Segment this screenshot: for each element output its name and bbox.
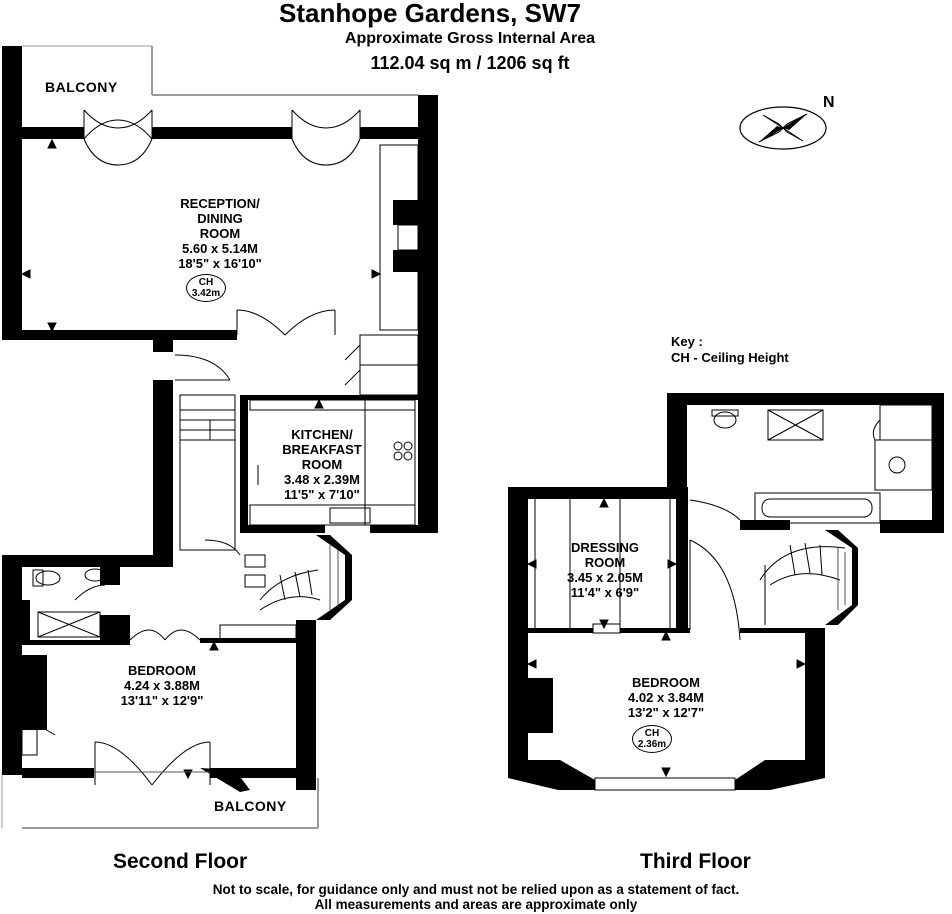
third-bedroom-ceiling-height xyxy=(632,725,672,753)
dressing-name-line2: ROOM xyxy=(584,555,626,570)
dressing-imperial: 11'4" x 6'9" xyxy=(570,585,640,600)
plan-area: 112.04 sq m / 1206 sq ft xyxy=(370,53,570,73)
reception-ch-label: CH xyxy=(198,277,214,288)
kitchen-imperial: 11'5" x 7'10" xyxy=(284,487,360,502)
second-bedroom-metric: 4.24 x 3.88M xyxy=(124,678,200,693)
dressing-metric: 3.45 x 2.05M xyxy=(567,570,643,585)
second-bedroom-name: BEDROOM xyxy=(128,663,196,678)
kitchen-name-line3: ROOM xyxy=(301,457,343,472)
reception-name-line3: ROOM xyxy=(199,226,241,241)
balcony-label-bottom: BALCONY xyxy=(214,798,287,814)
balcony-label-top: BALCONY xyxy=(45,79,118,95)
reception-ceiling-height xyxy=(186,274,226,302)
third-bedroom-metric: 4.02 x 3.84M xyxy=(628,690,704,705)
key-entry: CH - Ceiling Height xyxy=(671,350,789,365)
reception-name-line2: DINING xyxy=(197,211,243,226)
reception-room-label xyxy=(140,196,300,271)
reception-name-line1: RECEPTION/ xyxy=(180,196,260,211)
kitchen-name-line2: BREAKFAST xyxy=(282,442,362,457)
compass-north-label: N xyxy=(823,94,835,111)
third-bedroom-name: BEDROOM xyxy=(632,675,700,690)
kitchen-name-line1: KITCHEN/ xyxy=(291,427,353,442)
second-floor-label: Second Floor xyxy=(113,850,248,873)
kitchen-metric: 3.48 x 2.39M xyxy=(284,472,360,487)
disclaimer-line2: All measurements and areas are approximate only xyxy=(314,897,638,912)
third-bedroom-ch-label: CH xyxy=(644,728,660,739)
second-bedroom-label xyxy=(92,663,232,708)
plan-subtitle: Approximate Gross Internal Area xyxy=(344,30,596,47)
key-title: Key : xyxy=(671,334,703,349)
compass-icon xyxy=(740,107,826,149)
second-bedroom-imperial: 13'11" x 12'9" xyxy=(120,693,204,708)
plan-title: Stanhope Gardens, SW7 xyxy=(279,0,581,28)
third-bedroom-ch-value: 2.36m xyxy=(637,739,667,750)
third-bedroom-label xyxy=(596,675,736,720)
disclaimer-line1: Not to scale, for guidance only and must not be relied upon as a statement of fact. xyxy=(212,882,740,897)
dressing-room-label xyxy=(540,540,670,600)
reception-metric: 5.60 x 5.14M xyxy=(182,241,258,256)
third-bedroom-imperial: 13'2" x 12'7" xyxy=(627,705,705,720)
third-floor-label: Third Floor xyxy=(640,850,751,873)
kitchen-room-label xyxy=(262,427,382,502)
third-floor-windows xyxy=(838,548,845,610)
reception-imperial: 18'5" x 16'10" xyxy=(178,256,262,271)
reception-ch-value: 3.42m xyxy=(191,288,221,299)
dressing-name-line1: DRESSING xyxy=(571,540,639,555)
